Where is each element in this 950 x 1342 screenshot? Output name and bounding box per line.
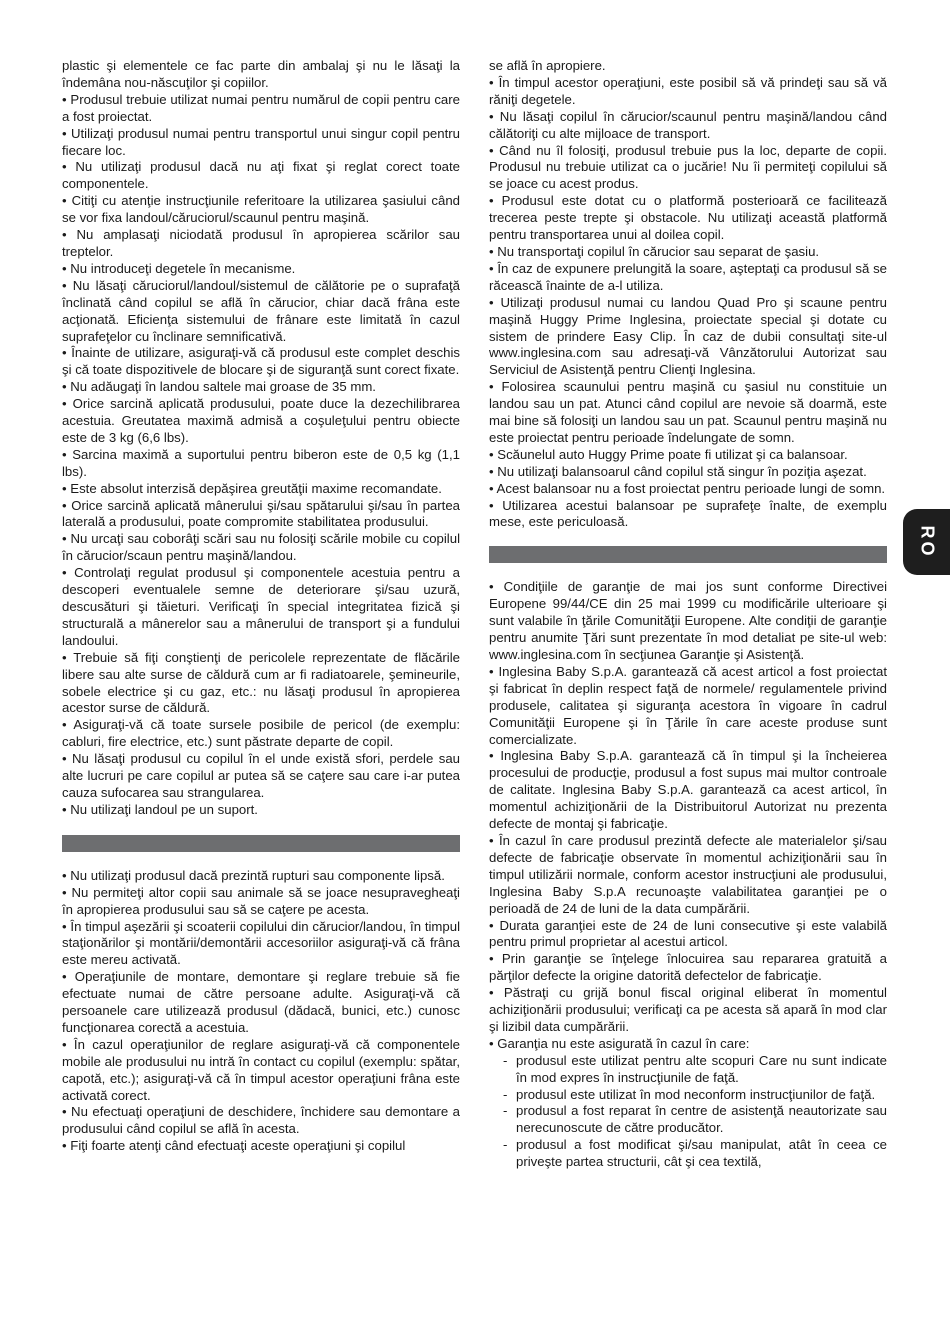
list-item-text: produsul este utilizat pentru alte scopuri Care nu sunt indicate în mod expres în instrucţiunile de faţă. [516, 1052, 887, 1085]
dash-marker: - [503, 1137, 508, 1153]
dash-marker: - [503, 1086, 508, 1102]
paragraph: • Nu lăsaţi căruciorul/landoul/sistemul de călătorie pe o suprafaţă înclinată când copilul se află în cărucior, chiar dacă frâna este acţionată. Eficienţa sistemului de frânare este limitată în cazul suprafeţelor cu înclinare semnificativă. [62, 277, 460, 344]
language-tab [903, 509, 950, 575]
paragraph: • Nu urcaţi sau coborâţi scări sau nu folosiţi scările mobile cu copilul în cărucior/scaun pentru maşină/landou. [62, 531, 460, 564]
paragraph: • Inglesina Baby S.p.A. garantează că acest articol a fost proiectat şi fabricat în deplin respect faţă de normele/ regulamentele privind produsele, calitatea şi siguranţa acestora în vigoare în cadrul Comunităţii Europene şi în Ţările în care aceste produse sunt comercializate. [489, 663, 887, 747]
paragraph: • Produsul este dotat cu o platformă posterioară ce facilitează trecerea peste trepte şi obstacole. Nu utilizaţi această platformă pentru transportarea unui al doilea copil. [489, 193, 887, 243]
list-item [489, 1137, 887, 1171]
paragraph: • Nu utilizaţi produsul dacă nu aţi fixat şi reglat corect toate componentele. [62, 159, 460, 192]
paragraph: • Nu permiteţi altor copii sau animale să se joace nesupravegheaţi în apropierea produsului sau să se caţere pe acesta. [62, 884, 460, 917]
paragraph: • Nu utilizaţi produsul dacă prezintă rupturi sau componente lipsă. [62, 867, 445, 883]
paragraph: • Nu utilizaţi landoul pe un suport. [62, 801, 258, 817]
paragraph: • Trebuie să fiţi conştienţi de pericolele reprezentate de flăcările libere sau alte surse de căldură cum ar fi radiatoarele, şemineurile, sobele electrice şi cu gaz, etc.: nu lăsaţi produsul în apropierea acestor surse de căldură. [62, 649, 460, 716]
paragraph: • Nu utilizaţi balansoarul când copilul stă singur în poziţia aşezat. [489, 463, 867, 479]
paragraph: • Operaţiunile de montare, demontare şi reglare trebuie să fie efectuate numai de către persoane adulte. Asiguraţi-vă că persoanele care utilizează produsul (dădacă, bunici, etc.) cunosc funcţionarea corectă a acestuia. [62, 969, 460, 1035]
language-code: RO [917, 525, 937, 559]
paragraph: • Orice sarcină aplicată mânerului şi/sau spătarului şi/sau în partea laterală a produsului, poate compromite stabilitatea produsului. [62, 497, 460, 530]
paragraph: • Utilizaţi produsul numai pentru transportul unui singur copil pentru fiecare loc. [62, 125, 460, 158]
right-text-block-1 [489, 58, 887, 531]
section-header-bar [489, 546, 887, 563]
dash-marker: - [503, 1103, 508, 1119]
paragraph: • Utilizarea acestui balansoar pe suprafeţe înalte, de exemplu mese, este periculoasă. [489, 497, 887, 530]
paragraph: • Durata garanţiei este de 24 de luni consecutive şi este valabilă pentru primul proprietar al acestui articol. [489, 917, 887, 950]
list-item [489, 1103, 887, 1137]
paragraph: • Înainte de utilizare, asiguraţi-vă că produsul este complet deschis şi că toate dispozitivele de blocare şi de siguranţă sunt corect fixate. [62, 345, 460, 378]
paragraph: • Este absolut interzisă depăşirea greutăţii maxime recomandate. [62, 480, 442, 496]
paragraph: • Prin garanţie se înţelege înlocuirea sau repararea gratuită a părţilor defecte la origine datorită defectelor de fabricaţie. [489, 951, 887, 984]
right-column [489, 58, 887, 1171]
list-item-text: produsul a fost modificat şi/sau manipulat, atât în ceea ce priveşte partea structurii, cât şi cea textilă, [516, 1137, 887, 1170]
paragraph: • În caz de expunere prelungită la soare, aşteptaţi ca produsul să se răcească înainte de a-l utiliza. [489, 260, 887, 293]
paragraph: • Controlaţi regulat produsul şi componentele acestuia pentru a descoperi eventualele semne de deteriorare şi/sau uzură, descusături şi tăieturi. Verificaţi în special integritatea fizică şi structurală a mânerelor sau a mânerului de transport şi a fundului landoului. [62, 565, 460, 648]
paragraph: • Garanţia nu este asigurată în cazul în care: [489, 1035, 750, 1051]
paragraph: • Citiţi cu atenţie instrucţiunile referitoare la utilizarea şasiului când se vor fixa landoul/căruciorul/scaunul pentru maşină. [62, 193, 460, 226]
left-column [62, 58, 460, 1155]
dash-marker: - [503, 1052, 508, 1068]
section-header-bar [62, 835, 460, 852]
list-item [489, 1087, 887, 1104]
left-text-block-1 [62, 58, 460, 819]
paragraph: • Inglesina Baby S.p.A. garantează că în timpul şi la încheierea procesului de producţie, produsul a fost supus mai multor controale de calitate. Inglesina Baby S.p.A. garantează ca acest articol, în momentul achiziţionării de la Distribuitorul Autorizat nu prezenta defecte de montaj şi fabricaţie. [489, 748, 887, 832]
list-item-text: produsul este utilizat în mod neconform instrucţiunilor de faţă. [516, 1086, 876, 1102]
paragraph: • Nu efectuaţi operaţiuni de deschidere, închidere sau demontare a produsului când copilul se află în acesta. [62, 1104, 460, 1137]
paragraph: se află în apropiere. [489, 58, 606, 73]
paragraph: • În cazul în care produsul prezintă defecte ale materialelor şi/sau defecte de fabricaţie observate în momentul achiziţionării sau în timpul utilizării normale, conform acestor instrucţiuni ale produsului, Inglesina Baby S.p.A recunoaşte valabilitatea garanţiei pe o perioadă de 24 de luni de la data cumpărării. [489, 832, 887, 916]
paragraph: • Nu introduceţi degetele în mecanisme. [62, 260, 296, 276]
right-text-block-2 [489, 579, 887, 1171]
list-item [489, 1053, 887, 1087]
paragraph: • Când nu îl folosiţi, produsul trebuie pus la loc, departe de copii. Produsul nu trebuie utilizat ca o jucărie! Nu îi permiteţi copilului să se joace cu acest produs. [489, 142, 887, 192]
warranty-exclusions-list [489, 1053, 887, 1171]
paragraph: • În cazul operaţiunilor de reglare asiguraţi-vă că componentele mobile ale produsului nu intră în contact cu copilul (exemplu: spătar, capotă, etc.); asiguraţi-vă că în timpul acestor operaţiuni frâna este activată corect. [62, 1036, 460, 1103]
paragraph: • Nu transportaţi copilul în cărucior sau separat de şasiu. [489, 243, 820, 259]
paragraph: • Acest balansoar nu a fost proiectat pentru perioade lungi de somn. [489, 480, 886, 496]
paragraph: • Nu lăsaţi produsul cu copilul în el unde există sfori, perdele sau alte lucruri pe care copilul ar putea să se caţere sau care i-ar putea cauza sufocarea sau strangularea. [62, 751, 460, 800]
paragraph: • Nu amplasaţi niciodată produsul în apropierea scărilor sau treptelor. [62, 227, 460, 259]
paragraph: • Orice sarcină aplicată produsului, poate duce la dezechilibrarea acestuia. Greutatea maximă admisă a coşuleţului pentru obiecte este de 3 kg (6,6 lbs). [62, 396, 460, 445]
paragraph: • Sarcina maximă a suportului pentru biberon este de 0,5 kg (1,1 lbs). [62, 446, 460, 479]
paragraph: • Nu lăsaţi copilul în cărucior/scaunul pentru maşină/landou când călătoriţi cu alte mijloace de transport. [489, 108, 887, 141]
paragraph: • Păstraţi cu grijă bonul fiscal original eliberat în momentul achiziţionării produsului; verificaţi ca pe acesta să apară în mod clar şi lizibil data cumpărării. [489, 985, 887, 1034]
paragraph: • În timpul aşezării şi scoaterii copilului din cărucior/landou, în timpul staţionărilor şi montării/demontării accesoriilor asiguraţi-vă că frâna este mereu activată. [62, 918, 460, 968]
list-item-text: produsul a fost reparat în centre de asistenţă neautorizate sau nerecunoscute de către producător. [516, 1103, 887, 1136]
paragraph: • Asiguraţi-vă că toate sursele posibile de pericol (de exemplu: cabluri, fire electrice, etc.) sunt păstrate departe de copil. [62, 717, 460, 750]
paragraph: • În timpul acestor operaţiuni, este posibil să vă prindeţi sau să vă răniţi degetele. [489, 74, 887, 107]
paragraph: • Scăunelul auto Huggy Prime poate fi utilizat şi ca balansoar. [489, 446, 848, 462]
paragraph: • Condiţiile de garanţie de mai jos sunt conforme Directivei Europene 99/44/CE din 25 mai 1999 cu modificările ulterioare şi sunt valabile în ţările Comunităţii Europene. Alte condiţii de garanţie pentru anumite Ţări sunt prezentate în mod detaliat pe site-ul web: www.inglesina.com în secţiunea Garanţie şi Asistenţă. [489, 579, 887, 662]
left-text-block-2 [62, 868, 460, 1155]
paragraph: • Produsul trebuie utilizat numai pentru numărul de copii pentru care a fost proiectat. [62, 91, 460, 124]
paragraph: • Utilizaţi produsul numai cu landou Quad Pro şi scaune pentru maşină Huggy Prime Inglesina, proiectate special şi dotate cu sistem de prindere Easy Clip. În caz de dubii consultaţi site-ul www.inglesina.com sau adresaţi-vă Vânzătorului Autorizat sau Serviciul de Asistenţă pentru Clienţi Inglesina. [489, 294, 887, 378]
paragraph: • Nu adăugaţi în landou saltele mai groase de 35 mm. [62, 379, 376, 395]
paragraph: plastic şi elementele ce fac parte din ambalaj şi nu le lăsaţi la îndemâna nou-născuţilor şi copiilor. [62, 58, 460, 90]
paragraph: • Fiţi foarte atenţi când efectuaţi aceste operaţiuni şi copilul [62, 1138, 406, 1154]
paragraph: • Folosirea scaunului pentru maşină cu şasiul nu constituie un landou sau un pat. Atunci când copilul are nevoie să doarmă, este mai bine să folosiţi un landou sau un pat. Scaunul pentru maşină nu este proiectat pentru perioade îndelungate de somn. [489, 379, 887, 445]
